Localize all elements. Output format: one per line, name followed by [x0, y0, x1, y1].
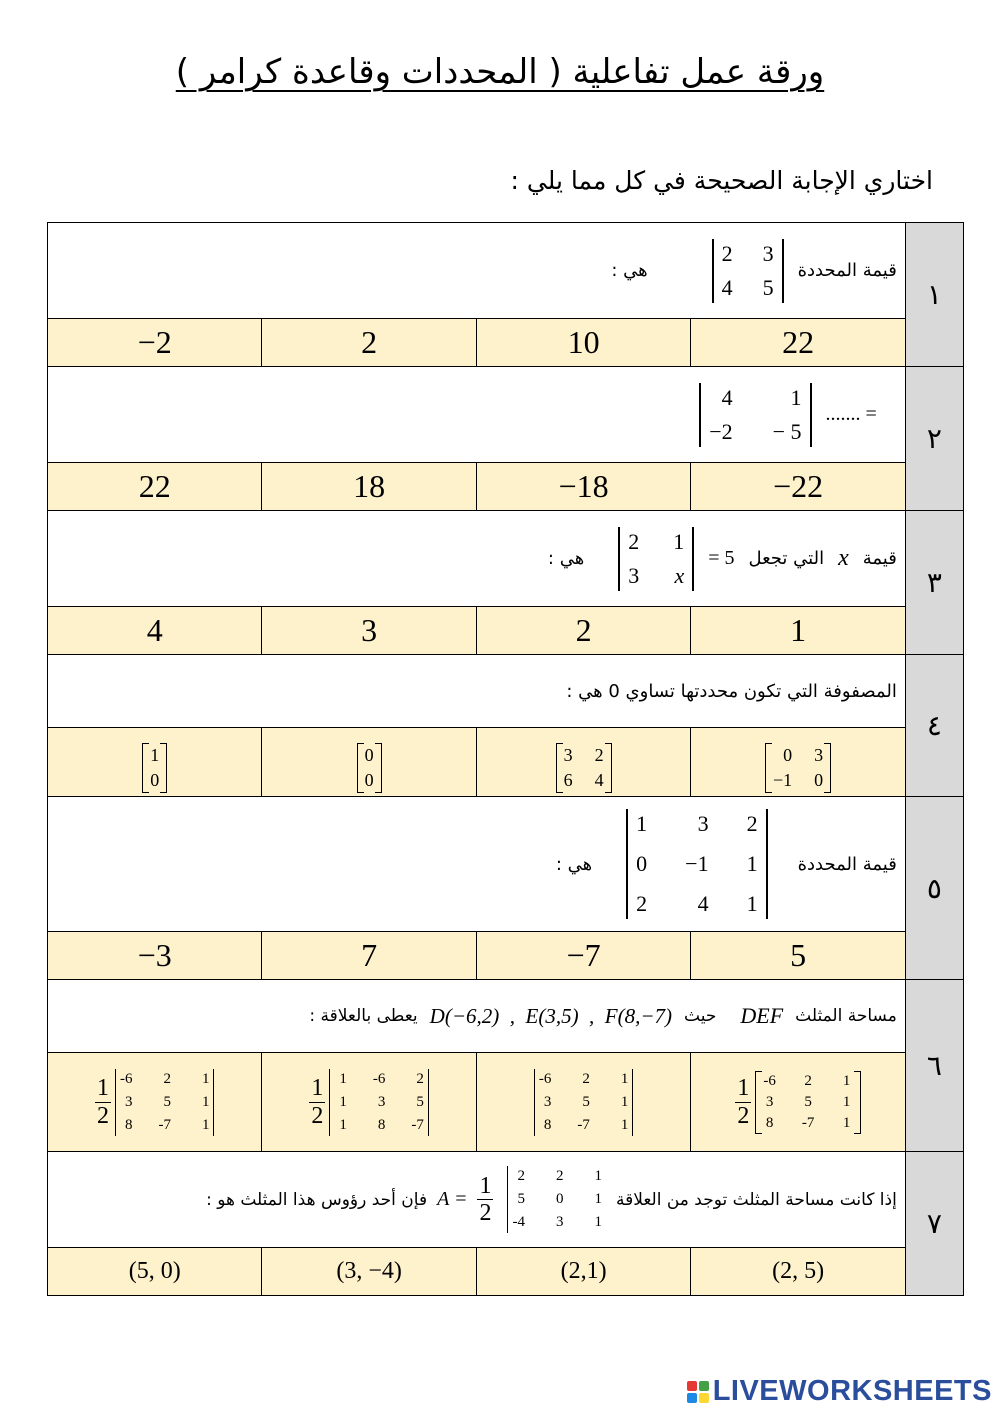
options-row-1 [48, 319, 964, 367]
option-a[interactable]: 22 [691, 319, 905, 367]
options-row-4 [48, 728, 964, 797]
question-row-7 [48, 1152, 964, 1248]
question-1-text: قيمة المحددة 2 3 4 5 هي : [48, 223, 906, 319]
question-number: ٦ [905, 980, 963, 1152]
option-b[interactable]: 10 [476, 319, 690, 367]
options-row-6 [48, 1053, 964, 1152]
option-c[interactable]: 18 [262, 463, 476, 511]
options-row-5 [48, 932, 964, 980]
question-number: ٢ [905, 367, 963, 511]
question-5-text: قيمة المحددة 1 3 2 0 −1 1 2 4 1 هي : [48, 797, 906, 932]
option-c[interactable]: 7 [262, 932, 476, 980]
option-d[interactable]: 4 [48, 607, 262, 655]
question-row-3 [48, 511, 964, 607]
questions-table [47, 222, 964, 1296]
option-d[interactable]: 1 0 [48, 728, 262, 797]
option-b[interactable]: −18 [476, 463, 690, 511]
instruction-text: اختاري الإجابة الصحيحة في كل مما يلي : [510, 166, 933, 195]
option-a[interactable]: (2, 5) [691, 1248, 905, 1296]
option-b[interactable]: (2,1) [476, 1248, 690, 1296]
liveworksheets-logo[interactable]: LIVEWORKSHEETS [687, 1375, 992, 1408]
question-7-text: إذا كانت مساحة المثلث توجد من العلاقة 2 2 1 5 0 1 -4 3 1 $\frac{1}{2}$ A = فإن أحد رؤوس هذا المثلث هو : [48, 1152, 906, 1248]
options-row-7 [48, 1248, 964, 1296]
question-row-1 [48, 223, 964, 319]
question-row-6 [48, 980, 964, 1053]
question-number: ٥ [905, 797, 963, 980]
question-row-5 [48, 797, 964, 932]
question-number: ٣ [905, 511, 963, 655]
option-d[interactable]: $\frac{1}{2}$ -6 2 1 3 5 1 8 -7 1 [48, 1053, 262, 1152]
option-c[interactable]: (3, −4) [262, 1248, 476, 1296]
determinant-2x2: 2 3 4 5 [712, 239, 784, 303]
question-number: ٤ [905, 655, 963, 797]
option-c[interactable]: 2 [262, 319, 476, 367]
options-row-3 [48, 607, 964, 655]
option-a[interactable]: $\frac{1}{2}$ -6 2 1 3 5 1 8 -7 1 [691, 1053, 905, 1152]
option-b[interactable]: -6 2 1 3 5 1 8 -7 1 [476, 1053, 690, 1152]
option-c[interactable]: $\frac{1}{2}$ 1 -6 2 1 3 5 1 8 -7 [262, 1053, 476, 1152]
option-a[interactable]: −22 [691, 463, 905, 511]
option-b[interactable]: 2 [476, 607, 690, 655]
option-a[interactable]: 0 3 −1 0 [691, 728, 905, 797]
option-a[interactable]: 1 [691, 607, 905, 655]
question-2-text: = ....... 4 1 −2 − 5 [48, 367, 906, 463]
question-row-2 [48, 367, 964, 463]
option-c[interactable]: 0 0 [262, 728, 476, 797]
question-number: ٧ [905, 1152, 963, 1296]
option-b[interactable]: −7 [476, 932, 690, 980]
option-d[interactable]: −2 [48, 319, 262, 367]
option-c[interactable]: 3 [262, 607, 476, 655]
option-d[interactable]: (5, 0) [48, 1248, 262, 1296]
question-3-text: قيمة x التي تجعل = 5 2 1 3 x هي : [48, 511, 906, 607]
question-6-text: مساحة المثلث DEF حيث D(−6,2) , E(3,5) , F(8,−7) يعطى بالعلاقة : [48, 980, 906, 1053]
question-4-text: المصفوفة التي تكون محددتها تساوي 0 هي : [48, 655, 906, 728]
question-row-4 [48, 655, 964, 728]
option-d[interactable]: −3 [48, 932, 262, 980]
options-row-2 [48, 463, 964, 511]
worksheet-title: ورقة عمل تفاعلية ( المحددات وقاعدة كرامر ) [175, 52, 825, 92]
option-d[interactable]: 22 [48, 463, 262, 511]
option-b[interactable]: 3 2 6 4 [476, 728, 690, 797]
question-number: ١ [905, 223, 963, 367]
option-a[interactable]: 5 [691, 932, 905, 980]
logo-grid-icon [687, 1381, 709, 1403]
